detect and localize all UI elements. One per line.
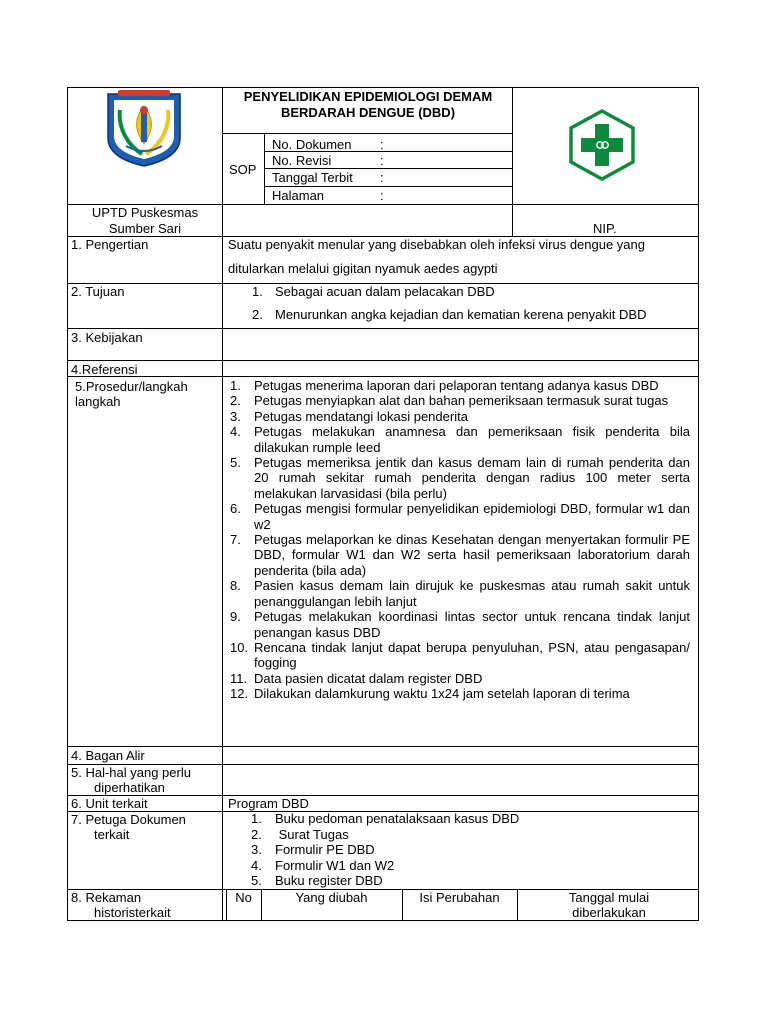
prosedur-step-num: 4.	[230, 424, 241, 440]
puskesmas-logo	[567, 108, 637, 182]
prosedur-step-num: 11.	[230, 670, 248, 686]
prosedur-step	[230, 640, 690, 671]
prosedur-step	[230, 378, 690, 393]
prosedur-step-text: Data pasien dicatat dalam register DBD	[254, 670, 483, 686]
unit-name-line2: Sumber Sari	[108, 221, 182, 236]
rekaman-label-line1: 8. Rekaman	[71, 890, 142, 905]
tujuan-item-num: 2.	[252, 307, 263, 322]
bagan-alir-label: 4. Bagan Alir	[71, 748, 145, 763]
prosedur-step-text: Petugas memeriksa jentik dan kasus demam lain di rumah penderita dan 20 rumah sekitar rumah penderita dengan radius 100 meter serta melakukan larvasidasi (bila perlu)	[254, 455, 690, 501]
prosedur-step	[230, 609, 690, 640]
document-title: PENYELIDIKAN EPIDEMIOLOGI DEMAM BERDARAH DENGUE (DBD)	[243, 89, 493, 120]
dokumen-terkait-label-line1: 7. Petuga Dokumen	[71, 812, 186, 827]
dokumen-item	[251, 873, 519, 889]
field-no-revisi: No. Revisi	[272, 153, 332, 168]
rekaman-col-line	[517, 889, 518, 921]
prosedur-step-num: 9.	[230, 609, 241, 625]
dokumen-item-num: 2.	[251, 826, 262, 842]
tujuan-label: 2. Tujuan	[71, 284, 125, 299]
row-line	[67, 360, 699, 361]
prosedur-step-text: Petugas mengisi formular penyelidikan epidemiologi DBD, formular w1 dan w2	[254, 501, 690, 532]
prosedur-step-num: 12.	[230, 686, 249, 702]
prosedur-step-text: Petugas melaporkan ke dinas Kesehatan dengan menyertakan formulir PE DBD, formular W1 dan W2 serta hasil pemeriksaan laboratorium darah penderita (bila ada)	[254, 532, 690, 578]
dokumen-item-num: 4.	[251, 857, 262, 873]
pengertian-text-line2: ditularkan melalui gigitan nyamuk aedes agypti	[228, 261, 498, 276]
row-line	[67, 328, 699, 329]
prosedur-step-num: 8.	[230, 578, 241, 594]
prosedur-step-text: Dilakukan dalamkurung waktu 1x24 jam setelah laporan di terima	[254, 686, 630, 702]
dokumen-item	[251, 827, 519, 843]
dokumen-item-text: Surat Tugas	[275, 826, 349, 842]
rekaman-col-tanggal: Tanggal mulai diberlakukan	[568, 890, 650, 920]
dokumen-item-text: Formulir PE DBD	[275, 842, 375, 857]
field-line	[264, 168, 512, 169]
dokumen-item-num: 3.	[251, 842, 262, 857]
prosedur-step-text: Petugas menerima laporan dari pelaporan tentang adanya kasus DBD	[254, 378, 659, 393]
hal-hal-label-line2: diperhatikan	[94, 780, 165, 795]
prosedur-step	[230, 578, 690, 609]
dokumen-item-num: 5.	[251, 873, 262, 888]
tujuan-item-num: 1.	[252, 284, 263, 299]
prosedur-step-num: 1.	[230, 378, 241, 393]
prosedur-step	[230, 393, 690, 408]
prosedur-step	[230, 532, 690, 578]
unit-terkait-label: 6. Unit terkait	[71, 796, 148, 811]
dokumen-item-num: 1.	[251, 811, 262, 826]
rekaman-col-isi-perubahan: Isi Perubahan	[419, 890, 500, 905]
dokumen-terkait-list	[251, 811, 519, 889]
pengertian-label: 1. Pengertian	[71, 237, 149, 252]
regency-crest-logo	[104, 86, 184, 168]
rekaman-col-yang-diubah: Yang diubah	[295, 890, 368, 905]
prosedur-steps-list	[230, 378, 690, 702]
row-line	[67, 746, 699, 747]
dokumen-terkait-label-line2: terkait	[94, 827, 130, 842]
unit-name-line1: UPTD Puskesmas	[91, 205, 199, 220]
header-right-divider	[512, 87, 513, 236]
rekaman-col-no: No	[235, 890, 252, 905]
dokumen-item-text: Formulir W1 dan W2	[275, 857, 395, 873]
field-no-dokumen: No. Dokumen	[272, 137, 352, 152]
kebijakan-label: 3. Kebijakan	[71, 330, 143, 345]
prosedur-step	[230, 424, 690, 455]
referensi-label: 4.Referensi	[71, 362, 138, 377]
border-bottom	[67, 920, 699, 921]
prosedur-step-num: 3.	[230, 408, 241, 424]
field-no-revisi-value: :	[380, 153, 384, 168]
dokumen-item	[251, 858, 519, 874]
dokumen-item	[251, 811, 519, 827]
prosedur-step	[230, 686, 690, 701]
field-no-dokumen-value: :	[380, 137, 384, 152]
unit-terkait-value: Program DBD	[228, 796, 309, 811]
prosedur-step-num: 7.	[230, 532, 241, 548]
field-line	[264, 186, 512, 187]
prosedur-step-num: 5.	[230, 455, 241, 471]
field-tanggal-terbit: Tanggal Terbit	[272, 170, 353, 185]
pengertian-text-line1: Suatu penyakit menular yang disebabkan oleh infeksi virus dengue yang	[228, 237, 645, 252]
tujuan-item-text: Sebagai acuan dalam pelacakan DBD	[275, 284, 495, 299]
row-line	[67, 376, 699, 377]
prosedur-label-line2: langkah	[75, 394, 121, 409]
prosedur-step-num: 6.	[230, 501, 241, 517]
rekaman-label-line2: historisterkait	[94, 905, 171, 920]
prosedur-step	[230, 671, 690, 686]
prosedur-step	[230, 455, 690, 501]
sop-label: SOP	[229, 162, 257, 177]
dokumen-item	[251, 842, 519, 858]
nip-label: NIP.	[593, 221, 617, 236]
prosedur-step-text: Petugas mendatangi lokasi penderita	[254, 408, 468, 424]
field-halaman: Halaman	[272, 188, 325, 203]
row-line	[67, 795, 699, 796]
prosedur-label-line1: 5.Prosedur/langkah	[75, 379, 188, 394]
dokumen-item-text: Buku register DBD	[275, 873, 383, 888]
hal-hal-label-line1: 5. Hal-hal yang perlu	[71, 765, 191, 780]
field-halaman-value: :	[380, 188, 384, 203]
title-bottom-line	[222, 133, 512, 134]
prosedur-step-num: 2.	[230, 393, 241, 409]
prosedur-step-text: Petugas melakukan koordinasi lintas sector untuk rencana tindak lanjut penangan kasus DBD	[254, 609, 690, 640]
tujuan-item-text: Menurunkan angka kejadian dan kematian kerena penyakit DBD	[275, 307, 647, 322]
prosedur-step-text: Rencana tindak lanjut dapat berupa penyuluhan, PSN, atau pengasapan/ fogging	[254, 639, 690, 671]
prosedur-step-num: 10.	[230, 639, 249, 655]
dokumen-item-text: Buku pedoman penatalaksaan kasus DBD	[275, 811, 520, 826]
prosedur-step	[230, 501, 690, 532]
prosedur-step-text: Petugas melakukan anamnesa dan pemeriksaan fisik penderita bila dilakukan rumple leed	[254, 424, 690, 455]
prosedur-step-text: Pasien kasus demam lain dirujuk ke puskesmas atau rumah sakit untuk penanggulangan lebih lanjut	[254, 578, 690, 609]
prosedur-step	[230, 409, 690, 424]
field-tanggal-terbit-value: :	[380, 170, 384, 185]
prosedur-step-text: Petugas menyiapkan alat dan bahan pemeriksaan termasuk surat tugas	[254, 393, 669, 409]
